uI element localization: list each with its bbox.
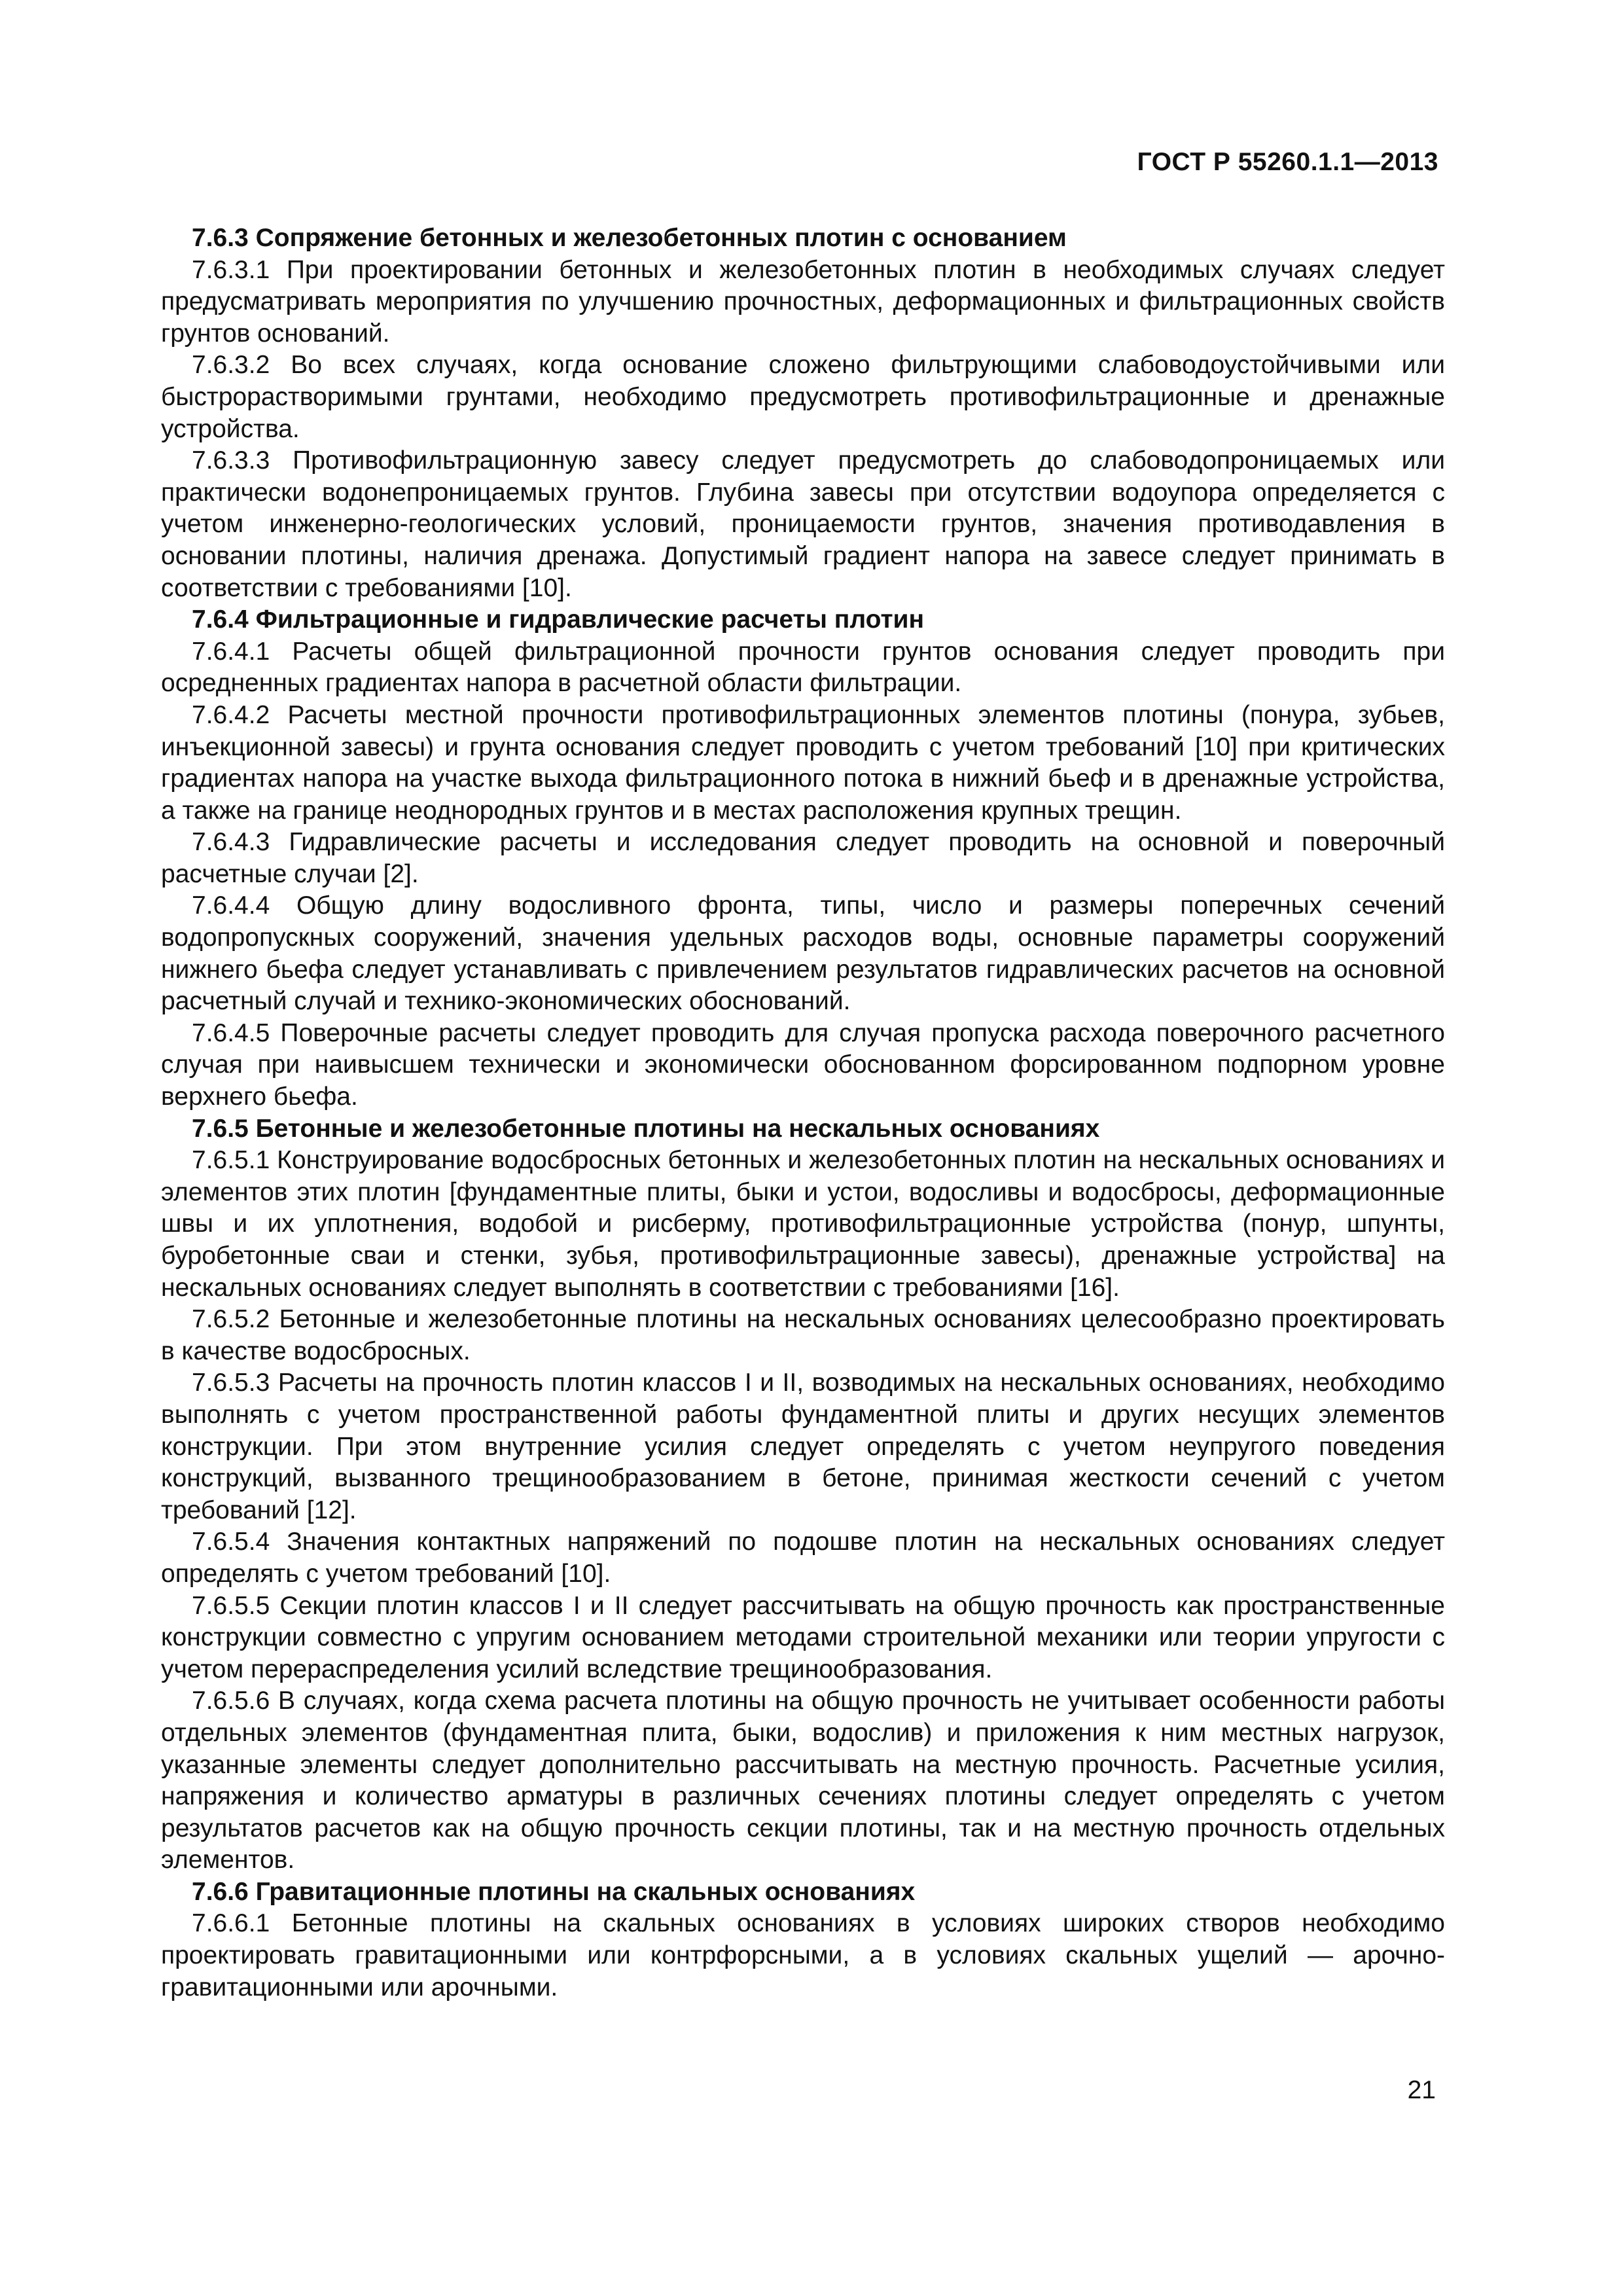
section-heading-7-6-5: 7.6.5 Бетонные и железобетонные плотины на нескальных основаниях (192, 1114, 1100, 1143)
paragraph-7-6-6-1: 7.6.6.1 Бетонные плотины на скальных основаниях в условиях широких створов необходимо проектировать гравитационными или контрфорсными, а в условиях скальных ущелий — арочно-гравитационными или арочными. (161, 1909, 1445, 2001)
paragraph-7-6-4-4: 7.6.4.4 Общую длину водосливного фронта, типы, число и размеры поперечных сечений водопропускных сооружений, значения удельных расходов воды, основные параметры сооружений нижнего бьефа следует устанавливать с привлечением результатов гидравлических расчетов на основной расчетный случай и технико-экономических обоснований. (161, 891, 1445, 1016)
paragraph-7-6-5-1: 7.6.5.1 Конструирование водосбросных бетонных и железобетонных плотин на нескальных основаниях и элементов этих плотин [фундаментные плиты, быки и устои, водосливы и водосбросы, деформационные швы и их уплотнения, водобой и рисберму, противофильтрационные устройства (понур, шпунты, буробетонные сваи и стенки, зубья, противофильтрационные завесы), дренажные устройства] на нескальных основаниях следует выполнять в соответствии с требованиями [16]. (161, 1146, 1445, 1302)
section-heading-7-6-4: 7.6.4 Фильтрационные и гидравлические расчеты плотин (192, 605, 925, 634)
paragraph-7-6-3-3: 7.6.3.3 Противофильтрационную завесу следует предусмотреть до слабоводопроницаемых или практически водонепроницаемых грунтов. Глубина завесы при отсутствии водоупора определяется с учетом инженерно-геологических условий, проницаемости грунтов, значения противодавления в основании плотины, наличия дренажа. Допустимый градиент напора на завесе следует принимать в соответствии с требованиями [10]. (161, 446, 1445, 602)
page-number: 21 (1407, 2076, 1436, 2104)
paragraph-7-6-5-2: 7.6.5.2 Бетонные и железобетонные плотины на нескальных основаниях целесообразно проектировать в качестве водосбросных. (161, 1305, 1445, 1365)
paragraph-7-6-5-4: 7.6.5.4 Значения контактных напряжений по подошве плотин на нескальных основаниях следует определять с учетом требований [10]. (161, 1528, 1445, 1588)
paragraph-7-6-4-1: 7.6.4.1 Расчеты общей фильтрационной прочности грунтов основания следует проводить при осредненных градиентах напора в расчетной области фильтрации. (161, 637, 1445, 698)
document-id-header: ГОСТ Р 55260.1.1—2013 (1137, 148, 1438, 176)
section-heading-7-6-6: 7.6.6 Гравитационные плотины на скальных основаниях (192, 1877, 916, 1906)
paragraph-7-6-5-6: 7.6.5.6 В случаях, когда схема расчета плотины на общую прочность не учитывает особенности работы отдельных элементов (фундаментная плита, быки, водослив) и приложения к ним местных нагрузок, указанные элементы следует дополнительно рассчитывать на местную прочность. Расчетные усилия, напряжения и количество арматуры в различных сечениях плотины следует определять с учетом результатов расчетов как на общую прочность секции плотины, так и на местную прочность отдельных элементов. (161, 1687, 1445, 1874)
document-body (161, 223, 1445, 2003)
section-heading-7-6-3: 7.6.3 Сопряжение бетонных и железобетонных плотин с основанием (192, 224, 1067, 252)
paragraph-7-6-3-2: 7.6.3.2 Во всех случаях, когда основание сложено фильтрующими слабоводоустойчивыми или быстрорастворимыми грунтами, необходимо предусмотреть противофильтрационные и дренажные устройства. (161, 351, 1445, 443)
paragraph-7-6-4-2: 7.6.4.2 Расчеты местной прочности противофильтрационных элементов плотины (понура, зубьев, инъекционной завесы) и грунта основания следует проводить с учетом требований [10] при критических градиентах напора на участке выхода фильтрационного потока в нижний бьеф и в дренажные устройства, а также на границе неоднородных грунтов и в местах расположения крупных трещин. (161, 700, 1445, 825)
paragraph-7-6-4-5: 7.6.4.5 Поверочные расчеты следует проводить для случая пропуска расхода поверочного расчетного случая при наивысшем технически и экономически обоснованном форсированном подпорном уровне верхнего бьефа. (161, 1018, 1445, 1111)
paragraph-7-6-4-3: 7.6.4.3 Гидравлические расчеты и исследования следует проводить на основной и поверочный расчетные случаи [2]. (161, 828, 1445, 888)
paragraph-7-6-5-3: 7.6.5.3 Расчеты на прочность плотин классов I и II, возводимых на нескальных основаниях, необходимо выполнять с учетом пространственной работы фундаментной плиты и других несущих элементов конструкции. При этом внутренние усилия следует определять с учетом неупругого поведения конструкций, вызванного трещинообразованием в бетоне, принимая жесткости сечений с учетом требований [12]. (161, 1369, 1445, 1524)
paragraph-7-6-5-5: 7.6.5.5 Секции плотин классов I и II следует рассчитывать на общую прочность как пространственные конструкции совместно с упругим основанием методами строительной механики или теории упругости с учетом перераспределения усилий вследствие трещинообразования. (161, 1591, 1445, 1683)
paragraph-7-6-3-1: 7.6.3.1 При проектировании бетонных и железобетонных плотин в необходимых случаях следует предусматривать мероприятия по улучшению прочностных, деформационных и фильтрационных свойств грунтов оснований. (161, 255, 1445, 348)
